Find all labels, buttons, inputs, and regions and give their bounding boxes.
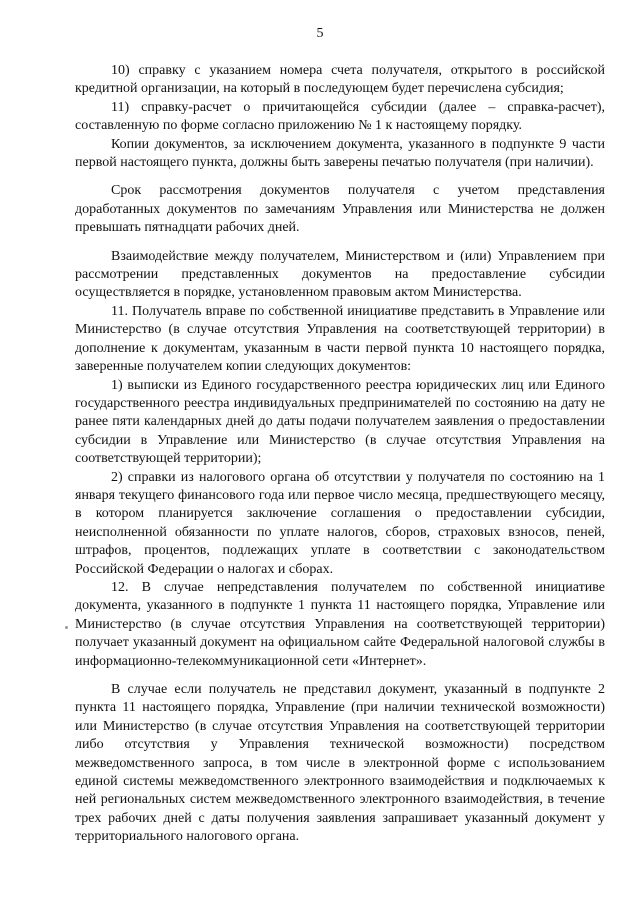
paragraph-interaction: Взаимодействие между получателем, Министерством и (или) Управлением при рассмотрении представленных документов на предоставление субсидии осуществляется в порядке, установленном правовым актом Министерства.: [75, 248, 605, 301]
page-number: 5: [316, 26, 324, 41]
document-body: [75, 62, 605, 847]
paragraph-copies-certification: Копии документов, за исключением документа, указанного в подпункте 9 части первой настоящего пункта, должны быть заверены печатью получателя (при наличии).: [75, 136, 605, 171]
paragraph-subclause-1: 1) выписки из Единого государственного реестра юридических лиц или Единого государственного реестра индивидуальных предпринимателей по состоянию на дату не ранее пяти календарных дней до даты подачи получателем заявления о предоставлении субсидии в Управление или Министерство (в случае отсутствия Управления на соответствующей территории);: [75, 377, 605, 467]
paragraph-subclause-2: 2) справки из налогового органа об отсутствии у получателя по состоянию на 1 января текущего финансового года или первое число месяца, предшествующего месяцу, в котором планируется заключение соглашения о предоставлении субсидии, неисполненной обязанности по уплате налогов, сборов, страховых взносов, пеней, штрафов, процентов, подлежащих уплате в соответствии с законодательством Российской Федерации о налогах и сборах.: [75, 469, 605, 577]
paragraph-item-11: 11) справку-расчет о причитающейся субсидии (далее – справка-расчет), составленную по форме согласно приложению № 1 к настоящему порядку.: [75, 99, 605, 134]
paragraph-item-10: 10) справку с указанием номера счета получателя, открытого в российской кредитной организации, на который в последующем будет перечислена субсидия;: [75, 63, 605, 97]
paragraph-interdepartmental-request: В случае если получатель не представил документ, указанный в подпункте 2 пункта 11 настоящего порядка, Управление (при наличии технической возможности) или Министерство (в случае отсутствия Управления на соответствующей территории либо отсутствия у Управления технической возможности) посредством межведомственного запроса, в том числе в электронной форме с использованием единой системы межведомственного электронного взаимодействия и подключаемых к ней региональных систем межведомственного электронного взаимодействия, в течение трех рабочих дней с даты получения заявления запрашивает указанный документ у территориального налогового органа.: [75, 682, 605, 845]
paragraph-clause-11: 11. Получатель вправе по собственной инициативе представить в Управление или Министерство (в случае отсутствия Управления на соответствующей территории) в дополнение к документам, указанным в части первой пункта 10 настоящего порядка, заверенные получателем копии следующих документов:: [75, 303, 605, 375]
paragraph-clause-12: 12. В случае непредставления получателем по собственной инициативе документа, указанного в подпункте 1 пункта 11 настоящего порядка, Управление или Министерство (в случае отсутствия Управления на соответствующей территории) получает указанный документ на официальном сайте Федеральной налоговой службы в информационно-телекоммуникационной сети «Интернет».: [75, 579, 605, 669]
paragraph-review-period: Срок рассмотрения документов получателя с учетом представления доработанных документов по замечаниям Управления или Министерства не должен превышать пятнадцати рабочих дней.: [75, 183, 605, 236]
margin-mark: [65, 626, 68, 629]
